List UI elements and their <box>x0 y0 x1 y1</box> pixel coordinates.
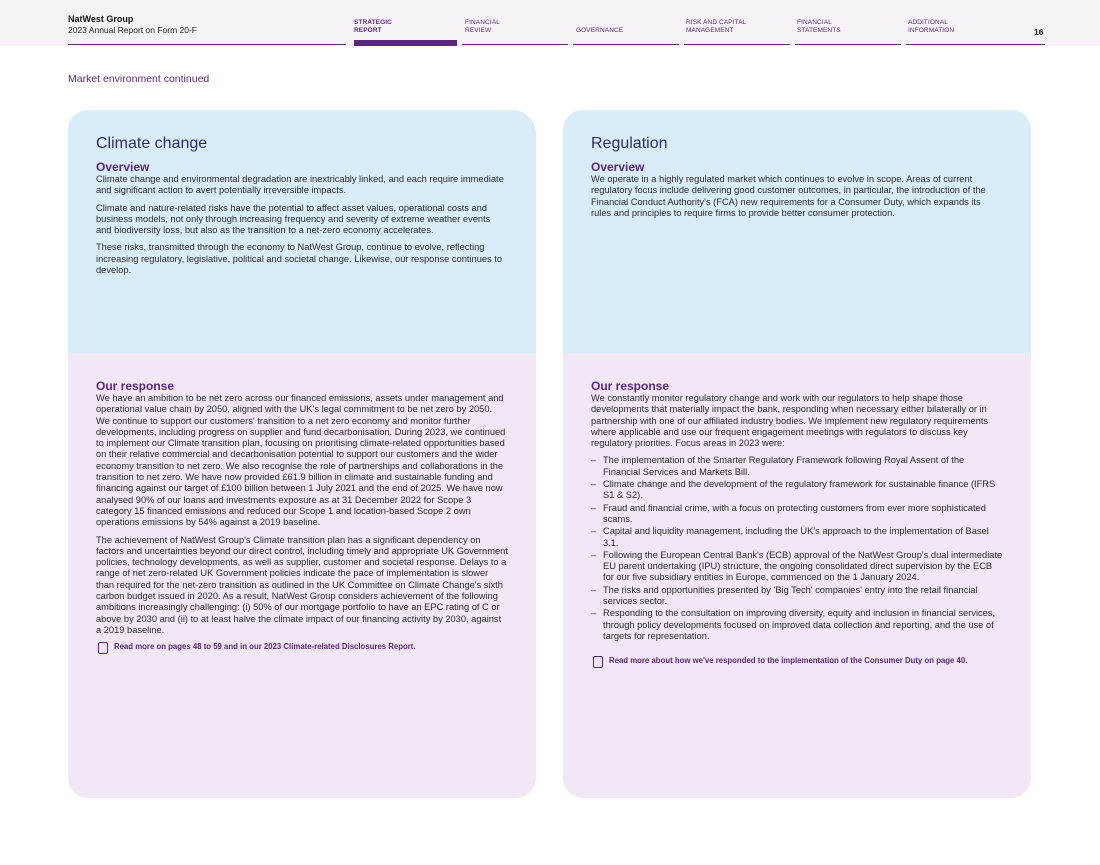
nav-governance[interactable] <box>576 27 623 35</box>
nav-rule <box>795 44 901 45</box>
brand-block <box>68 14 197 36</box>
climate-change-panel <box>68 110 536 798</box>
climate-overview-paragraph: These risks, transmitted through the economy to NatWest Group, continue to evolve, reflecting increasing regulatory, legislative, political and societal change. Likewise, our response continues to develop. <box>96 242 503 276</box>
climate-overview-heading: Overview <box>96 160 150 174</box>
report-title: 2023 Annual Report on Form 20-F <box>68 25 197 35</box>
nav-label-line2: STATEMENTS <box>797 27 841 34</box>
nav-financial-review[interactable] <box>465 19 500 35</box>
nav-label-line2: REVIEW <box>465 27 492 34</box>
nav-label-line2: INFORMATION <box>908 27 955 34</box>
regulation-title: Regulation <box>591 135 668 152</box>
regulation-overview <box>591 134 1003 225</box>
regulation-read-more-link[interactable] <box>591 656 1003 666</box>
nav-label-line1: FINANCIAL <box>797 19 832 26</box>
nav-label-line1: RISK AND CAPITAL <box>686 19 747 26</box>
regulation-read-more-text: Read more about how we've responded to the implementation of the Consumer Duty on page 40. <box>609 656 968 666</box>
nav-rule <box>462 44 568 45</box>
nav-label-line1: FINANCIAL <box>465 19 500 26</box>
page-number: 16 <box>1034 27 1044 37</box>
regulation-response-heading: Our response <box>591 379 670 393</box>
nav-risk-capital[interactable] <box>686 19 746 35</box>
climate-response-heading: Our response <box>96 379 175 393</box>
regulation-focus-item: – Fraud and financial crime, with a focus on protecting customers from ever more sophisticated scams. <box>591 503 1003 526</box>
climate-overview-paragraph: Climate change and environmental degradation are inextricably linked, and each require immediate and significant action to avert potentially irreversible impacts. <box>96 174 504 196</box>
climate-overview <box>96 134 508 282</box>
climate-response <box>96 379 508 652</box>
regulation-response <box>591 379 1003 666</box>
company-name: NatWest Group <box>68 14 134 24</box>
document-icon <box>593 656 603 668</box>
nav-strategic-report[interactable] <box>354 19 392 35</box>
document-icon <box>98 642 108 654</box>
regulation-overview-heading: Overview <box>591 160 645 174</box>
nav-additional-information[interactable] <box>908 19 954 35</box>
nav-active-indicator <box>354 40 457 46</box>
regulation-focus-item: – The risks and opportunities presented by 'Big Tech' companies' entry into the retail financial services sector. <box>591 585 1003 608</box>
climate-read-more-link[interactable] <box>96 642 508 652</box>
regulation-focus-item: – The implementation of the Smarter Regulatory Framework following Royal Assent of the Financial Services and Markets Bill. <box>591 455 1003 478</box>
nav-rule <box>684 44 790 45</box>
nav-financial-statements[interactable] <box>797 19 841 35</box>
regulation-focus-item: – Following the European Central Bank's (ECB) approval of the NatWest Group's dual intermediate EU parent undertaking (IPU) structure, the ongoing consolidated direct supervision by the ECB for our five subsidiary entities in Europe, commenced on the 1 January 2024. <box>591 550 1003 584</box>
regulation-response-intro: We constantly monitor regulatory change and work with our regulators to help shape those developments that materially impact the bank, responding when necessary either bilaterally or in partnership with one of our affiliated industry bodies. We implement new regulatory requirements where applicable and use our frequent engagement meetings with regulators to discuss key regulatory priorities. Focus areas in 2023 were: <box>591 393 989 449</box>
nav-rule <box>906 44 1045 45</box>
nav-label-line2: MANAGEMENT <box>686 27 734 34</box>
nav-label-line2: REPORT <box>354 27 382 34</box>
climate-overview-paragraph: Climate and nature-related risks have the potential to affect asset values, operational costs and business models, not only through increasing frequency and severity of extreme weather events and biodiversity loss, but also as the transition to a net-zero economy accelerates. <box>96 202 491 236</box>
section-label: Market environment continued <box>68 73 210 85</box>
regulation-focus-item: – Climate change and the development of the regulatory framework for sustainable finance (IFRS S1 & S2). <box>591 479 1003 502</box>
nav-rule <box>573 44 679 45</box>
regulation-panel <box>563 110 1031 798</box>
climate-title: Climate change <box>96 135 208 152</box>
brand-rule <box>68 44 346 45</box>
climate-response-paragraph: We have an ambition to be net zero across our financed emissions, assets under management and operational value chain by 2050, aligned with the UK's legal commitment to be net zero by 2050. We continue to support our customers' transition to a net zero economy and monitor further developments, including progress on supplier and fund decarbonisation. During 2023, we continued to implement our Climate transition plan, focusing on prioritising climate-related opportunities based on their relative commercial and decarbonisation potential to support our customers and the wider economy transition to net zero. We also recognise the role of partnerships and collaborations in the transition to net zero. We have now provided £61.9 billion in climate and sustainable funding and financing against our target of £100 billion between 1 July 2021 and the end of 2025. We have now analysed 90% of our loans and investments exposure as at 31 December 2022 for Scope 3 category 15 financed emissions and reduced our Scope 1 and location-based Scope 2 own operations emissions by 54% against a 2019 baseline. <box>96 393 506 528</box>
page-header <box>0 0 1100 46</box>
regulation-focus-item: – Responding to the consultation on improving diversity, equity and inclusion in financial services, through policy developments focused on improved data collection and reporting, and the use of targets for representation. <box>591 608 1003 642</box>
nav-label-line1: GOVERNANCE <box>576 27 624 34</box>
climate-read-more-text: Read more on pages 48 to 59 and in our 2023 Climate-related Disclosures Report. <box>114 642 416 652</box>
climate-response-paragraph: The achievement of NatWest Group's Climate transition plan has a significant dependency on factors and uncertainties beyond our direct control, including timely and appropriate UK Government policies, technology developments, as well as supplier, customer and societal response. Delays to a range of net zero-related UK Government policies indicate the pace of implementation is slower than required for the net-zero transition as outlined in the UK Committee on Climate Change's sixth carbon budget issued in 2020. As a result, NatWest Group considers achievement of the following ambitions increasingly challenging: (i) 50% of our mortgage portfolio to have an EPC rating of C or above by 2030 and (ii) to at least halve the climate impact of our financing activity by 2030, against a 2019 baseline. <box>96 534 508 635</box>
regulation-focus-item: – Capital and liquidity management, including the UK's approach to the implementation of Basel 3.1. <box>591 526 1003 549</box>
regulation-overview-paragraph: We operate in a highly regulated market which continues to evolve in scope. Areas of current regulatory focus include delivering good customer outcomes, in particular, the introduction of the Financial Conduct Authority's (FCA) new requirements for a Consumer Duty, which expands its rules and principles to require firms to provide better consumer protection. <box>591 174 986 218</box>
nav-label-line1: STRATEGIC <box>354 19 392 26</box>
nav-label-line1: ADDITIONAL <box>908 19 949 26</box>
